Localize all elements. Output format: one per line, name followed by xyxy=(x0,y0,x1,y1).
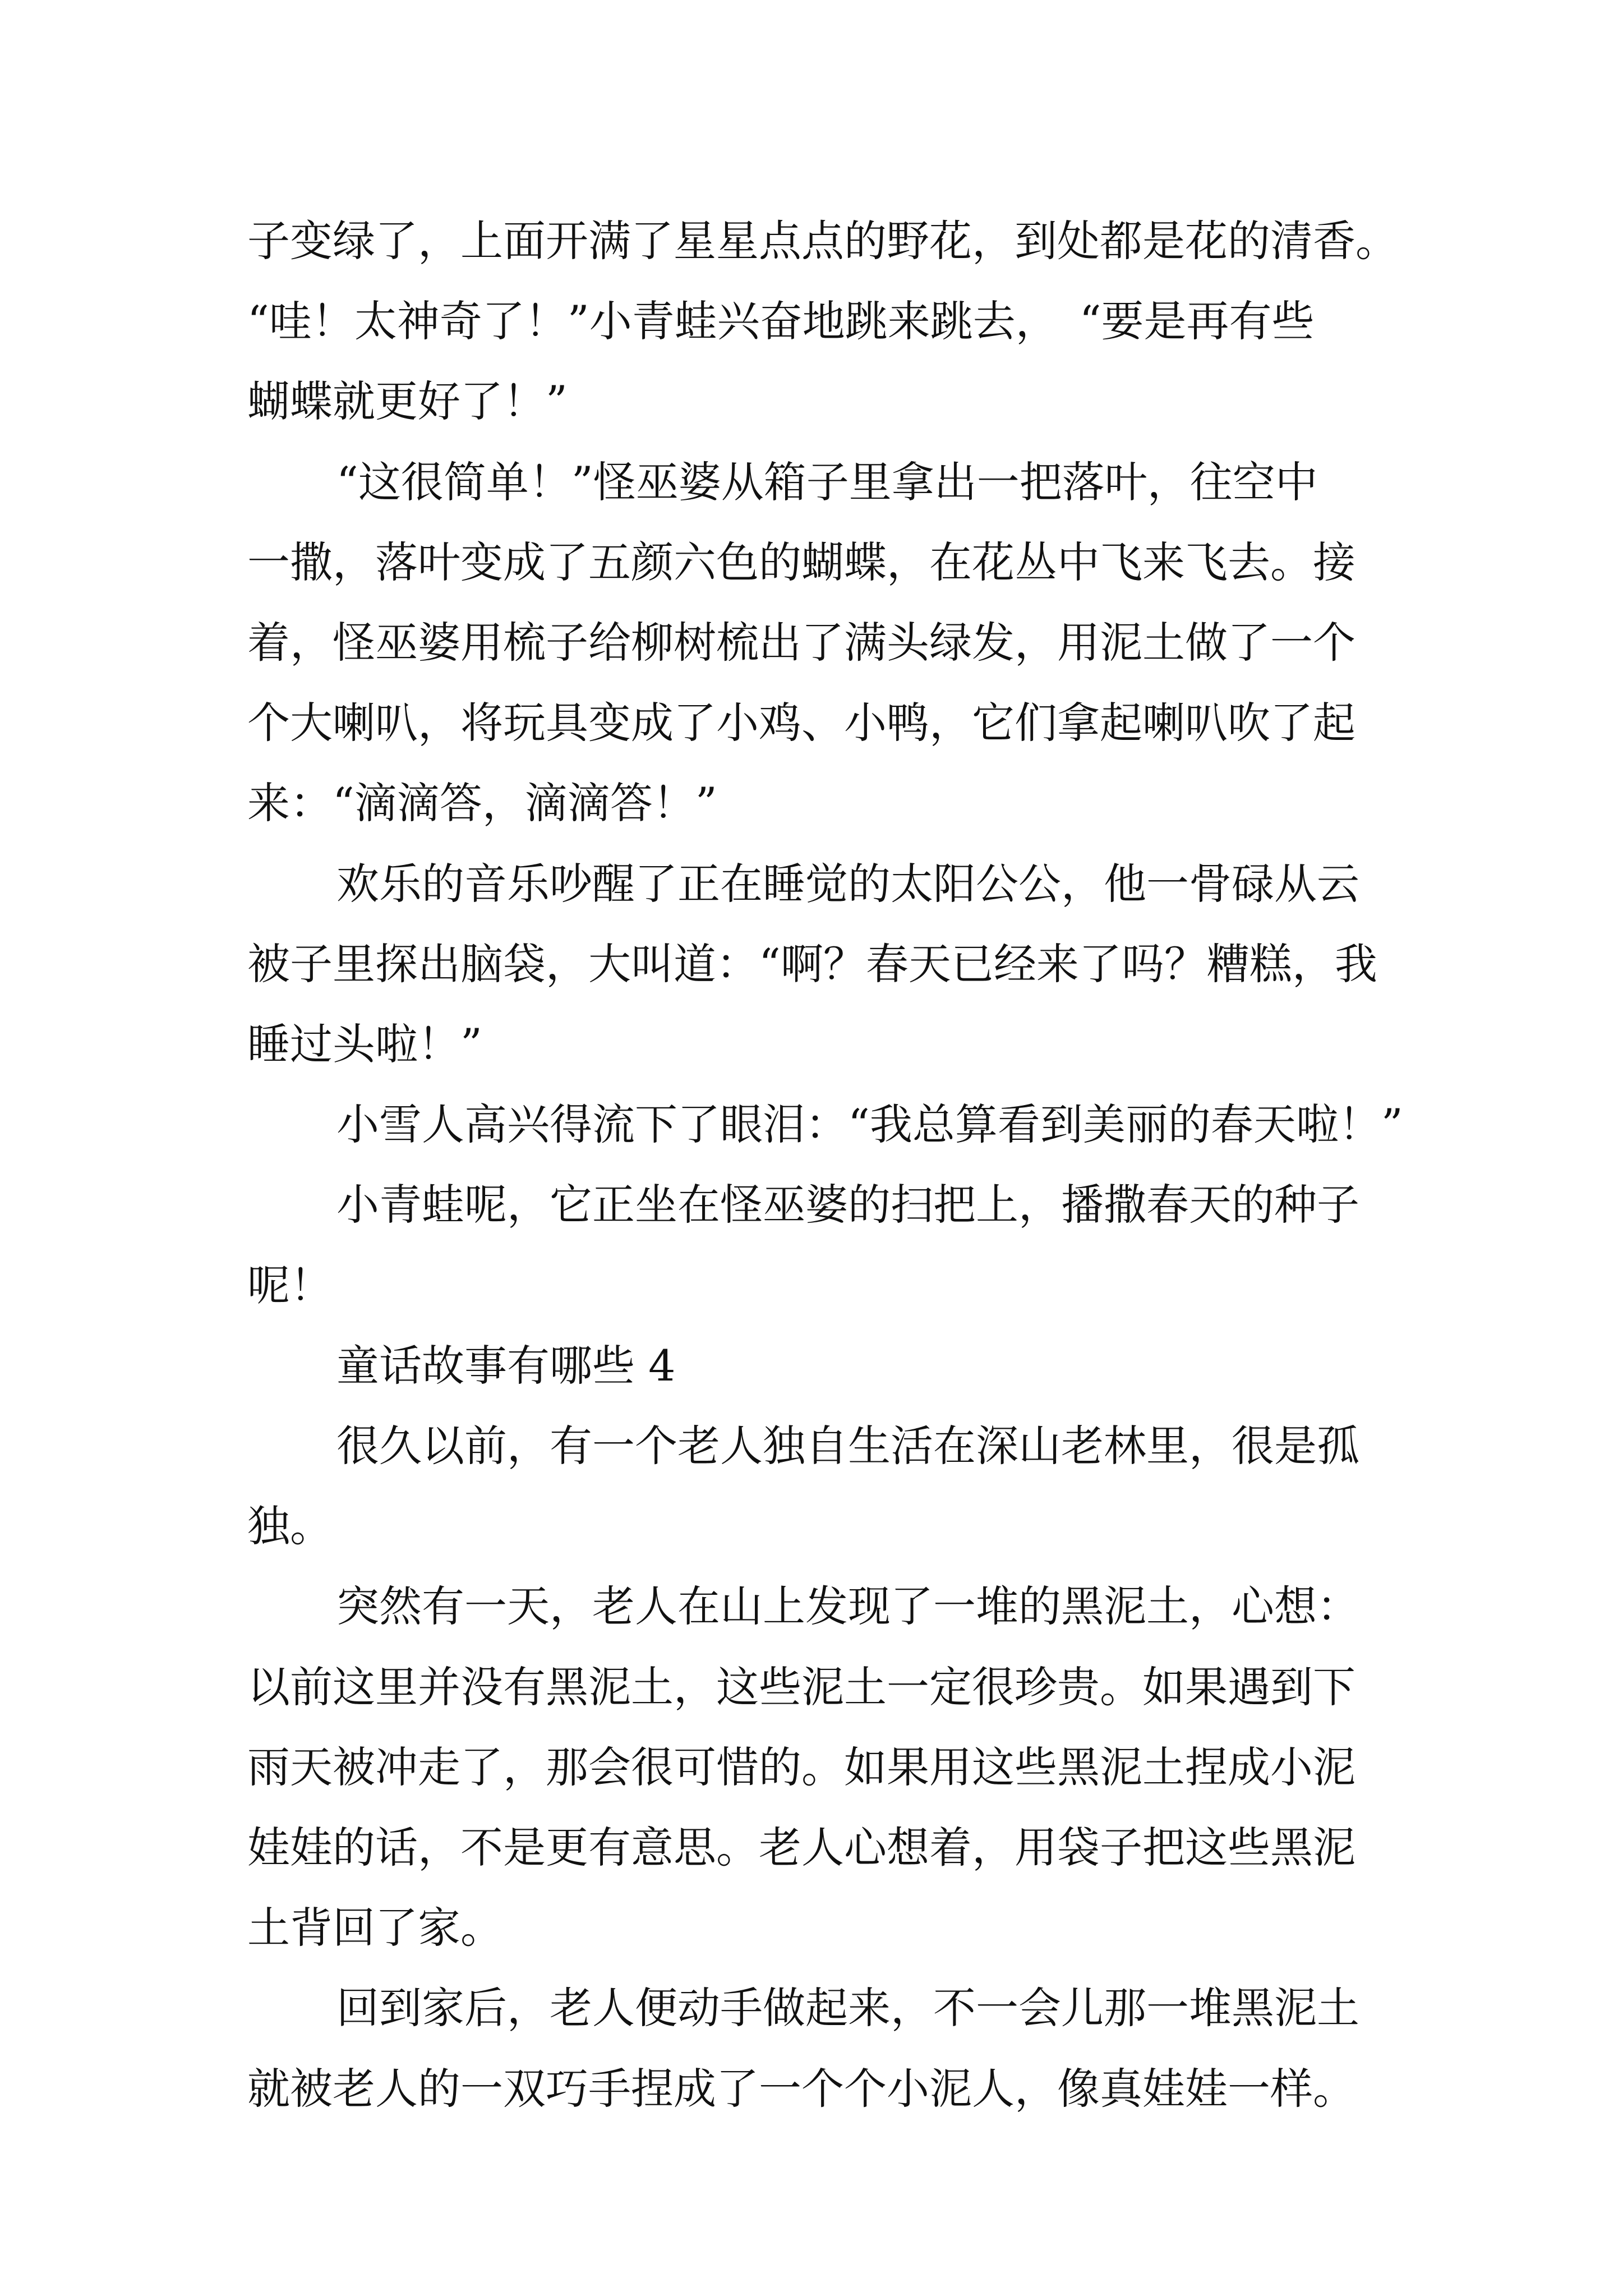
text-line: 娃娃的话，不是更有意思。老人心想着，用袋子把这些黑泥 xyxy=(247,1823,1355,1872)
section-heading: 童话故事有哪些 4 xyxy=(336,1341,676,1391)
text-line: 欢乐的音乐吵醒了正在睡觉的太阳公公，他一骨碌从云 xyxy=(336,859,1359,909)
text-line: “哇！太神奇了！”小青蛙兴奋地跳来跳去， “要是再有些 xyxy=(247,296,1315,346)
text-line: 土背回了家。 xyxy=(247,1903,503,1953)
text-line: 个大喇叭，将玩具变成了小鸡、小鸭，它们拿起喇叭吹了起 xyxy=(247,698,1355,748)
text-line: 回到家后，老人便动手做起来，不一会儿那一堆黑泥土 xyxy=(336,1983,1359,2033)
text-line: 被子里探出脑袋，大叫道：“啊？春天已经来了吗？糟糕，我 xyxy=(247,939,1377,989)
text-line: 就被老人的一双巧手捏成了一个个小泥人，像真娃娃一样。 xyxy=(247,2064,1355,2114)
text-line: 一撒，落叶变成了五颜六色的蝴蝶，在花丛中飞来飞去。接 xyxy=(247,537,1355,587)
text-line: 小青蛙呢，它正坐在怪巫婆的扫把上，播撒春天的种子 xyxy=(336,1180,1359,1230)
text-line: 很久以前，有一个老人独自生活在深山老林里，很是孤 xyxy=(336,1421,1359,1471)
text-line: 独。 xyxy=(247,1501,333,1551)
text-line: 睡过头啦！” xyxy=(247,1019,482,1069)
text-line: 突然有一天，老人在山上发现了一堆的黑泥土，心想： xyxy=(336,1581,1359,1631)
text-line: “这很简单！”怪巫婆从箱子里拿出一把落叶，往空中 xyxy=(336,457,1318,507)
text-line: 小雪人高兴得流下了眼泪：“我总算看到美丽的春天啦！” xyxy=(336,1099,1403,1149)
text-line: 呢！ xyxy=(247,1260,333,1310)
text-line: 以前这里并没有黑泥土，这些泥土一定很珍贵。如果遇到下 xyxy=(247,1662,1355,1712)
text-line: 来：“滴滴答，滴滴答！” xyxy=(247,778,717,828)
text-line: 蝴蝶就更好了！” xyxy=(247,376,568,426)
text-line: 雨天被冲走了，那会很可惜的。如果用这些黑泥土捏成小泥 xyxy=(247,1742,1355,1792)
text-line: 着，怪巫婆用梳子给柳树梳出了满头绿发，用泥土做了一个 xyxy=(247,618,1355,668)
text-line: 子变绿了，上面开满了星星点点的野花，到处都是花的清香。 xyxy=(247,216,1398,266)
